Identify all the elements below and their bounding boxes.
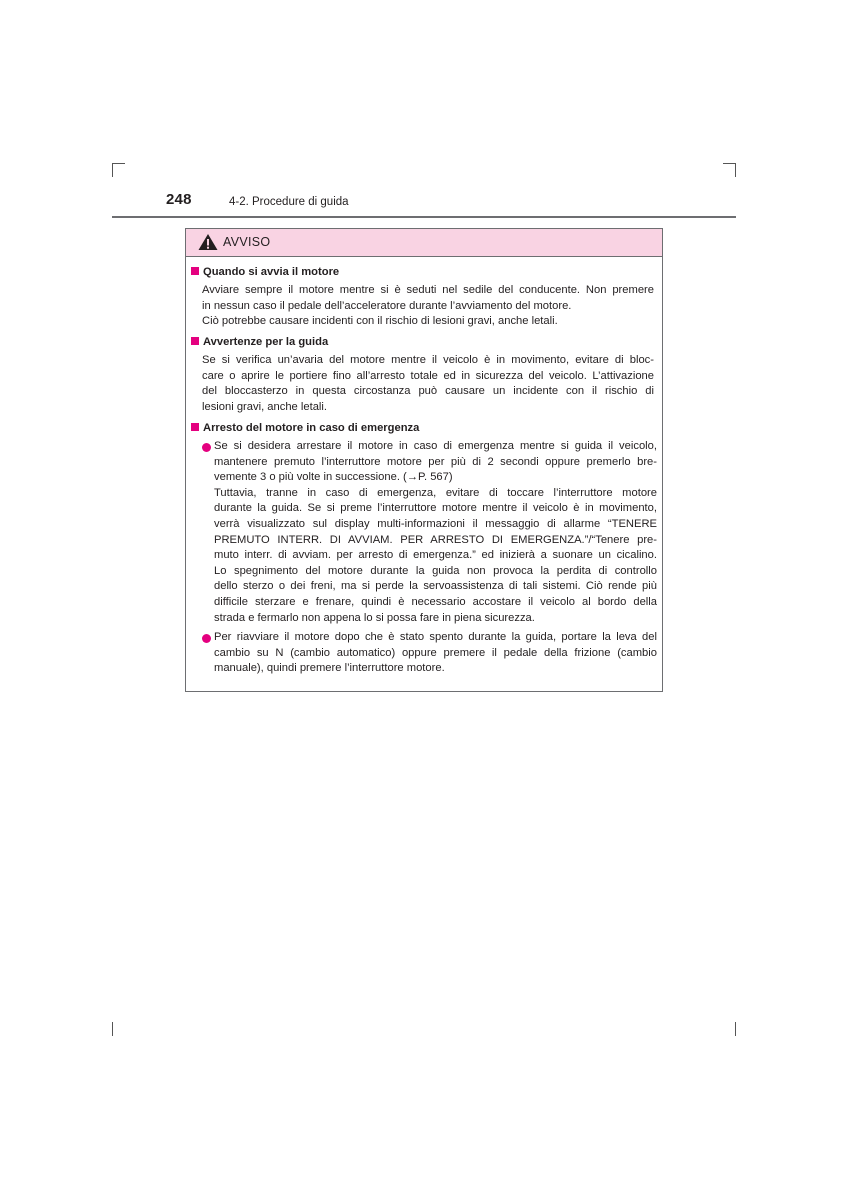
topic-heading: Avvertenze per la guida — [191, 335, 328, 350]
text-line: mantenere premuto l’interruttore motore per più di 2 secondi oppure premerlo bre- — [214, 455, 657, 468]
crop-mark-top-left-h — [112, 163, 125, 164]
text-line: durante la guida. Se si preme l’interruttore motore mentre il veicolo è in movimento, — [214, 502, 657, 515]
text-line: PREMUTO INTERR. DI AVVIAM. PER ARRESTO DI EMERGENZA.”/“Tenere pre- — [214, 533, 657, 546]
warning-header — [186, 229, 662, 257]
warning-title: AVVISO — [223, 235, 271, 249]
text-line: dello sterzo o dei freni, ma si perde la servoassistenza di tali sistemi. Ciò rende più — [214, 580, 657, 593]
topic-heading: Arresto del motore in caso di emergenza — [191, 421, 419, 436]
square-bullet-icon — [191, 267, 199, 275]
text-line: care o aprire le portiere fino all’arresto totale ed in sicurezza del veicolo. L’attivazione — [202, 369, 654, 382]
page-number: 248 — [166, 191, 192, 208]
text-line: strada e fermarlo non appena lo si possa fare in piena sicurezza. — [214, 611, 535, 624]
crop-mark-top-right-h — [723, 163, 736, 164]
round-bullet-icon — [202, 443, 211, 452]
bullet-paragraph — [214, 630, 657, 677]
text-line: verrà visualizzato sul display multi-informazioni il messaggio di allarme “TENERE — [214, 517, 657, 530]
bullet-paragraph — [214, 439, 657, 626]
section-title: 4-2. Procedure di guida — [229, 196, 349, 208]
crop-mark-top-left-v — [112, 163, 113, 177]
text-line: difficile sterzare e frenare, quindi è necessario accostare il veicolo al bordo della — [214, 595, 657, 608]
text-line: Se si verifica un’avaria del motore mentre il veicolo è in movimento, evitare di bloc- — [202, 354, 654, 366]
crop-mark-bottom-left-v — [112, 1022, 113, 1036]
text-line: manuale), quindi premere l’interruttore motore. — [214, 662, 445, 675]
text-line: Ciò potrebbe causare incidenti con il rischio di lesioni gravi, anche letali. — [202, 315, 558, 328]
text-line: Per riavviare il motore dopo che è stato spento durante la guida, portare la leva del — [214, 631, 657, 643]
topic-paragraph — [202, 353, 654, 415]
text-line: cambio su N (cambio automatico) oppure premere il pedale della frizione (cambio — [214, 646, 657, 659]
round-bullet-icon — [202, 634, 211, 643]
text-line: del bloccasterzo in questa circostanza può causare un incidente con il rischio di — [202, 385, 654, 398]
text-line: Avviare sempre il motore mentre si è seduti nel sedile del conducente. Non premere — [202, 284, 654, 296]
square-bullet-icon — [191, 337, 199, 345]
header-rule — [112, 216, 736, 218]
text-line: in nessun caso il pedale dell’acceleratore durante l’avviamento del motore. — [202, 299, 572, 312]
text-line: Se si desidera arrestare il motore in caso di emergenza mentre si guida il veicolo, — [214, 440, 657, 452]
crop-mark-top-right-v — [735, 163, 736, 177]
square-bullet-icon — [191, 423, 199, 431]
topic-heading: Quando si avvia il motore — [191, 265, 339, 280]
topic-paragraph — [202, 283, 654, 330]
crop-mark-bottom-right-v — [735, 1022, 736, 1036]
text-line: vemente 3 o più volte in successione. (→P. 567) — [214, 471, 453, 484]
text-line: Lo spegnimento del motore durante la guida non provoca la perdita di controllo — [214, 564, 657, 577]
text-line: muto interr. di avviam. per arresto di emergenza.” ed inizierà a suonare un cicalino. — [214, 549, 657, 562]
warning-triangle-icon — [198, 233, 218, 251]
text-line: lesioni gravi, anche letali. — [202, 400, 327, 413]
warning-box — [185, 228, 663, 692]
text-line: Tuttavia, tranne in caso di emergenza, evitare di toccare l’interruttore motore — [214, 486, 657, 499]
